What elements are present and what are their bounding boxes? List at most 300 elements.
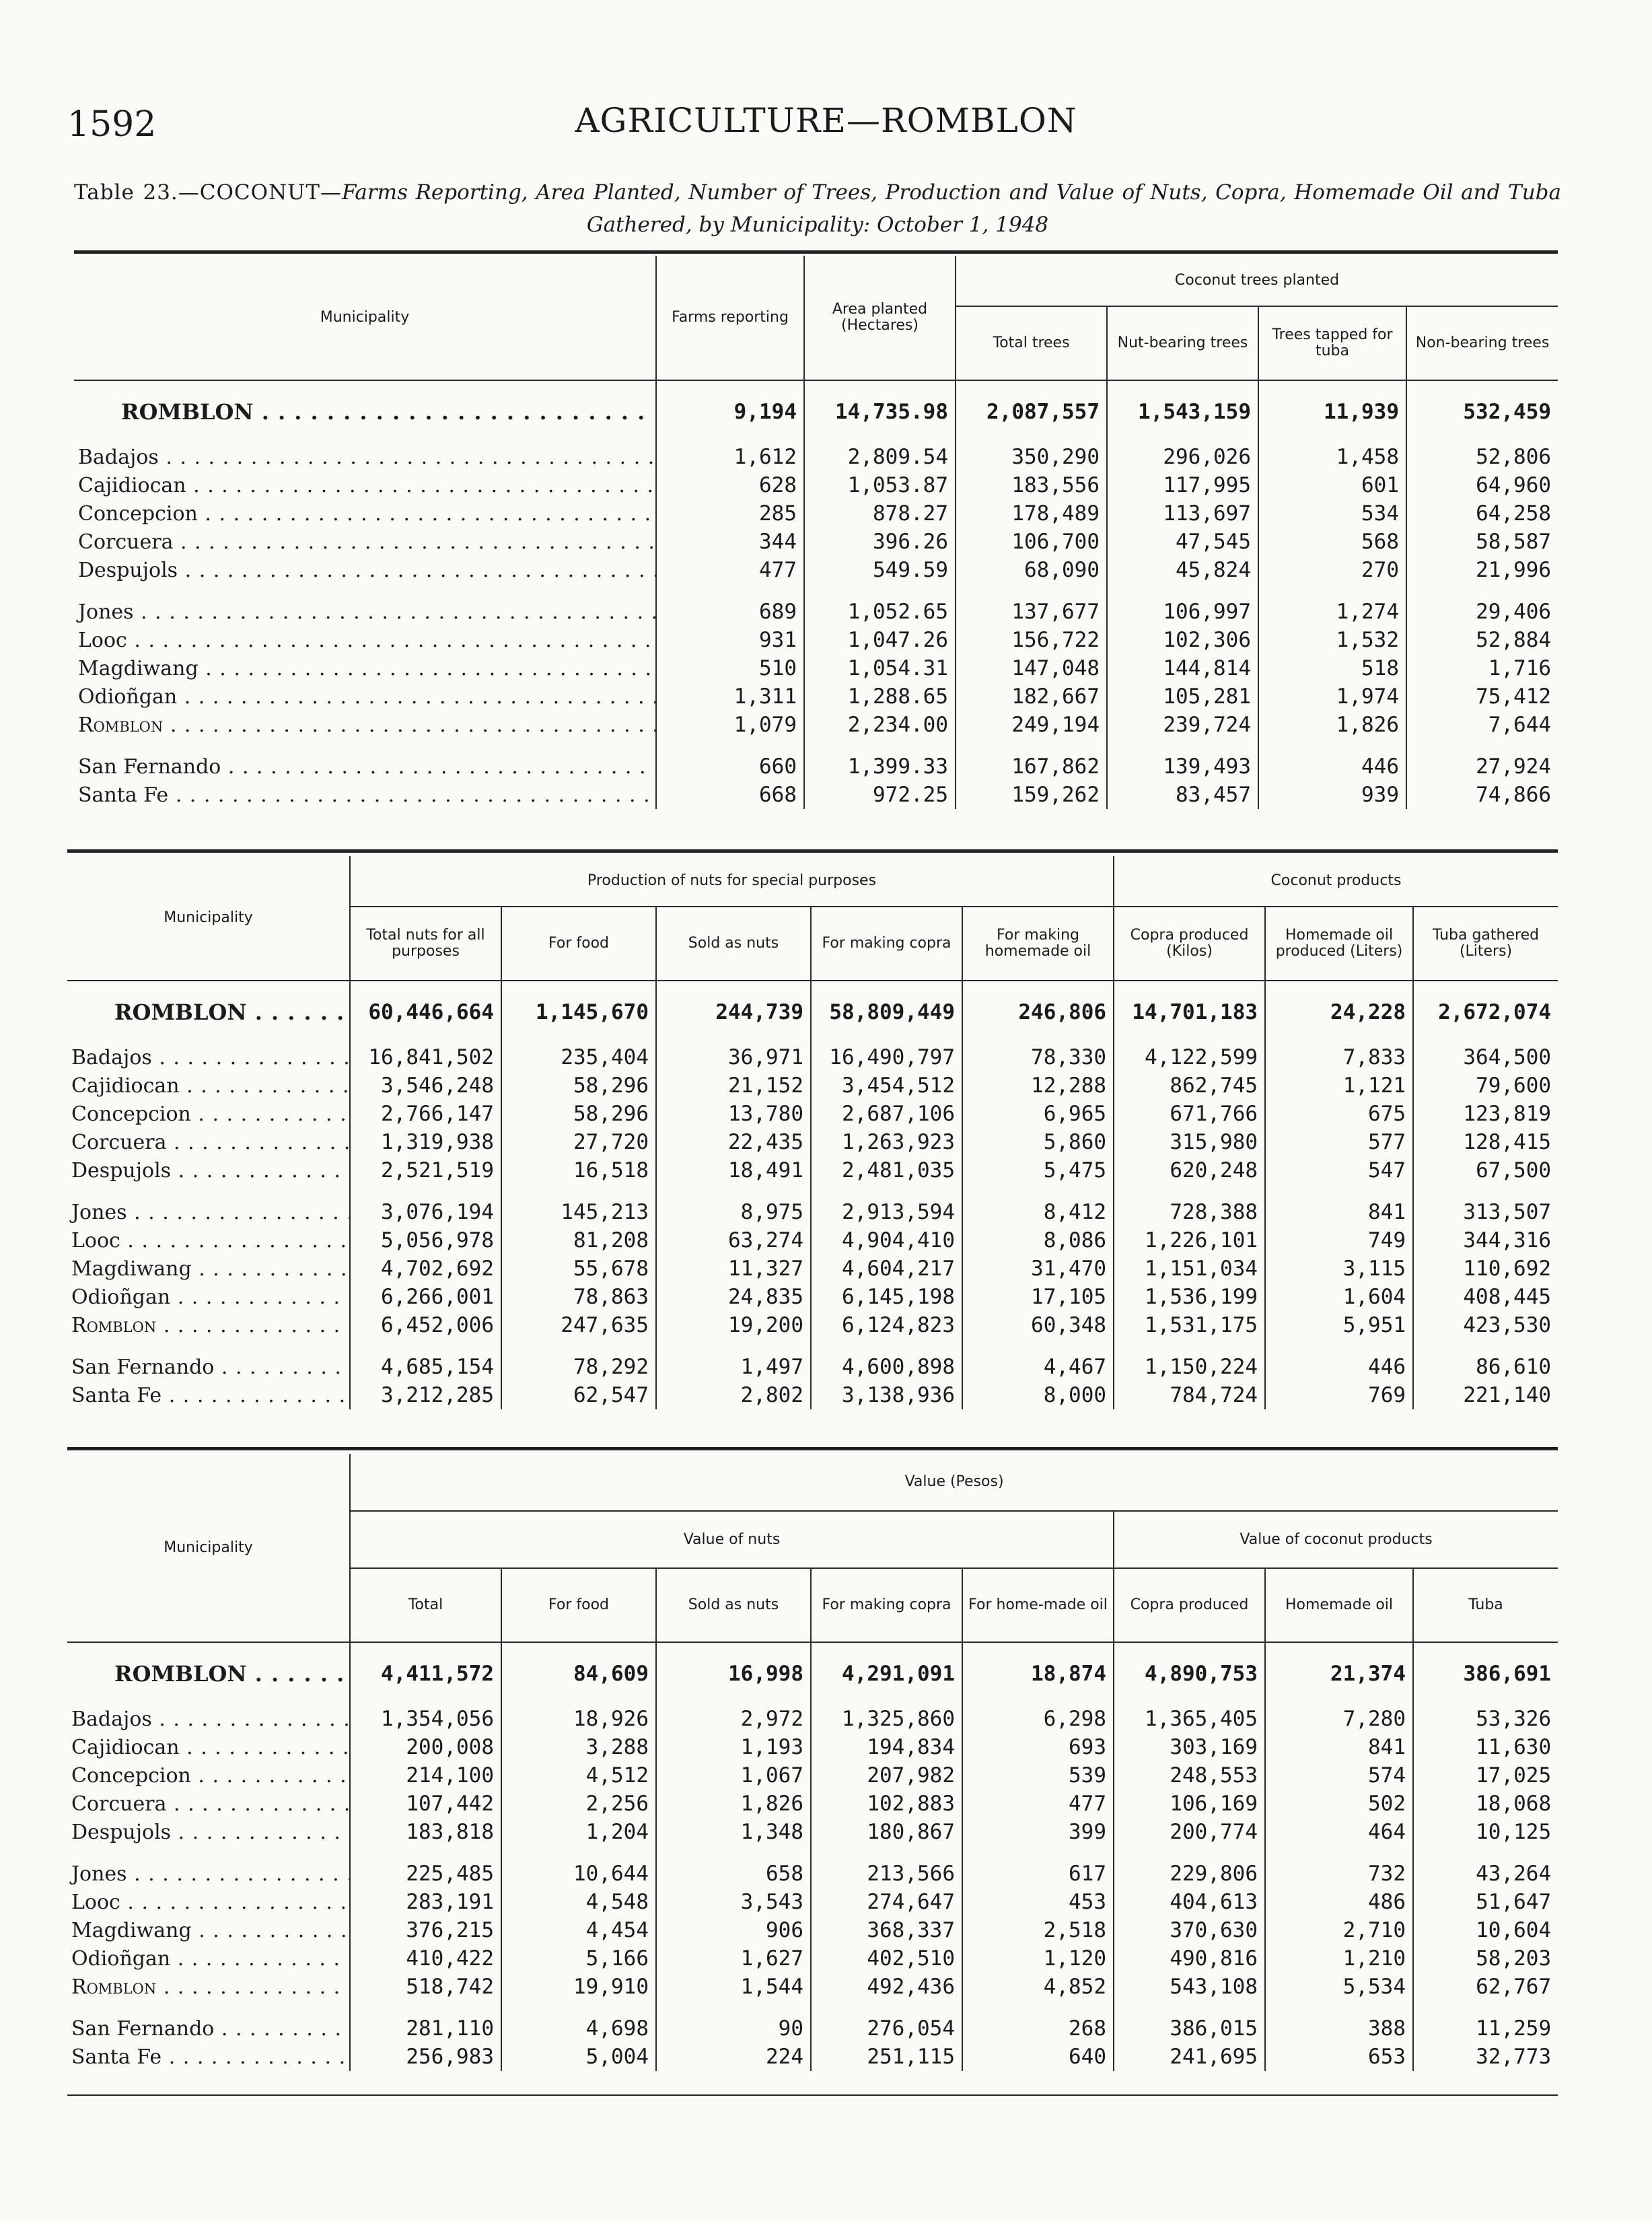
table-cell: 51,647 bbox=[1413, 1888, 1558, 1916]
table-cell: 862,745 bbox=[1114, 1071, 1265, 1100]
table-cell: 620,248 bbox=[1114, 1156, 1265, 1185]
table-cell: 11,259 bbox=[1413, 2014, 1558, 2043]
table-cell: 402,510 bbox=[811, 1944, 962, 1973]
header-municipality: Municipality bbox=[74, 256, 656, 380]
table-cell: 1,627 bbox=[656, 1944, 811, 1973]
table-cell: 78,330 bbox=[962, 1043, 1114, 1071]
table-cell: 9,194 bbox=[656, 380, 804, 443]
table-cell: 7,644 bbox=[1406, 711, 1558, 739]
table-cell: 1,348 bbox=[656, 1818, 811, 1846]
table-cell: 4,454 bbox=[501, 1916, 656, 1944]
header-sold-as-nuts: Sold as nuts bbox=[656, 907, 811, 981]
table-cell: 137,677 bbox=[956, 598, 1107, 626]
table-cell: 577 bbox=[1265, 1128, 1413, 1156]
table-cell: 4,548 bbox=[501, 1888, 656, 1916]
table-cell: 534 bbox=[1258, 499, 1406, 528]
table-cell: 1,288.65 bbox=[804, 682, 956, 711]
total-row bbox=[67, 1642, 1558, 1705]
table-cell: 1,047.26 bbox=[804, 626, 956, 654]
municipality-name: Magdiwang . . . bbox=[67, 1255, 350, 1283]
table-cell: 769 bbox=[1265, 1381, 1413, 1409]
table-cell: 628 bbox=[656, 471, 804, 499]
table-cell: 178,489 bbox=[956, 499, 1107, 528]
table-cell: 675 bbox=[1265, 1100, 1413, 1128]
table-cell: 376,215 bbox=[350, 1916, 501, 1944]
total-row bbox=[74, 380, 1558, 443]
table-cell: 62,547 bbox=[501, 1381, 656, 1409]
table-cell: 1,319,938 bbox=[350, 1128, 501, 1156]
table-row bbox=[67, 1255, 1558, 1283]
table-cell: 2,518 bbox=[962, 1916, 1114, 1944]
municipality-name: Badajos . . . bbox=[67, 1043, 350, 1071]
municipality-name: Badajos . . . bbox=[67, 1705, 350, 1733]
table-row bbox=[67, 1156, 1558, 1185]
table-cell: 105,281 bbox=[1107, 682, 1258, 711]
table-cell: 464 bbox=[1265, 1818, 1413, 1846]
table-cell: 21,374 bbox=[1265, 1642, 1413, 1705]
table-cell: 2,766,147 bbox=[350, 1100, 501, 1128]
table-cell: 931 bbox=[656, 626, 804, 654]
table-cell: 52,884 bbox=[1406, 626, 1558, 654]
table-cell: 878.27 bbox=[804, 499, 956, 528]
table-row bbox=[67, 1944, 1558, 1973]
table-cell: 2,687,106 bbox=[811, 1100, 962, 1128]
table-cell: 159,262 bbox=[956, 781, 1107, 809]
municipality-name: Looc . . . bbox=[67, 1226, 350, 1255]
table-cell: 12,288 bbox=[962, 1071, 1114, 1100]
table-row bbox=[74, 711, 1558, 739]
table-row bbox=[74, 781, 1558, 809]
header-farms-reporting: Farms reporting bbox=[656, 256, 804, 380]
table-production bbox=[67, 856, 1558, 1409]
table-cell: 1,204 bbox=[501, 1818, 656, 1846]
table-cell: 18,068 bbox=[1413, 1790, 1558, 1818]
header-tuba: Tuba gathered (Liters) bbox=[1413, 907, 1558, 981]
table-cell: 2,710 bbox=[1265, 1916, 1413, 1944]
table-row bbox=[67, 1705, 1558, 1733]
caption-lead: Table 23.—COCONUT— bbox=[74, 180, 342, 205]
table-row bbox=[74, 654, 1558, 682]
table-cell: 4,890,753 bbox=[1114, 1642, 1265, 1705]
table-cell: 75,412 bbox=[1406, 682, 1558, 711]
table-cell: 64,258 bbox=[1406, 499, 1558, 528]
table-cell: 2,972 bbox=[656, 1705, 811, 1733]
table-cell: 2,913,594 bbox=[811, 1198, 962, 1226]
table-cell: 11,630 bbox=[1413, 1733, 1558, 1761]
table-cell: 477 bbox=[962, 1790, 1114, 1818]
municipality-name: Cajidiocan . . . bbox=[67, 1733, 350, 1761]
table-cell: 518 bbox=[1258, 654, 1406, 682]
table-cell: 110,692 bbox=[1413, 1255, 1558, 1283]
table-row bbox=[67, 1790, 1558, 1818]
spacer-row bbox=[67, 1339, 1558, 1353]
table-cell: 83,457 bbox=[1107, 781, 1258, 809]
table-cell: 180,867 bbox=[811, 1818, 962, 1846]
table-cell: 74,866 bbox=[1406, 781, 1558, 809]
spacer-row bbox=[67, 1846, 1558, 1860]
table-cell: 19,910 bbox=[501, 1973, 656, 2001]
table-row bbox=[67, 1860, 1558, 1888]
table-cell: 3,115 bbox=[1265, 1255, 1413, 1283]
municipality-name: Corcuera . . . bbox=[67, 1128, 350, 1156]
municipality-name: Odioñgan . . . bbox=[67, 1283, 350, 1311]
table-cell: 399 bbox=[962, 1818, 1114, 1846]
table-cell: 102,306 bbox=[1107, 626, 1258, 654]
table-cell: 2,256 bbox=[501, 1790, 656, 1818]
table-row bbox=[67, 1198, 1558, 1226]
table-cell: 256,983 bbox=[350, 2043, 501, 2071]
table-cell: 303,169 bbox=[1114, 1733, 1265, 1761]
table-cell: 6,266,001 bbox=[350, 1283, 501, 1311]
municipality-name: Corcuera . . . bbox=[74, 528, 656, 556]
table-cell: 4,291,091 bbox=[811, 1642, 962, 1705]
table-cell: 274,647 bbox=[811, 1888, 962, 1916]
table-cell: 1,365,405 bbox=[1114, 1705, 1265, 1733]
table-cell: 58,809,449 bbox=[811, 981, 962, 1043]
table-cell: 17,025 bbox=[1413, 1761, 1558, 1790]
table-cell: 4,122,599 bbox=[1114, 1043, 1265, 1071]
municipality-name: Cajidiocan . . . bbox=[67, 1071, 350, 1100]
table-cell: 423,530 bbox=[1413, 1311, 1558, 1339]
municipality-name: ROMBLON . . . bbox=[74, 380, 656, 443]
table-cell: 6,298 bbox=[962, 1705, 1114, 1733]
table-cell: 1,536,199 bbox=[1114, 1283, 1265, 1311]
table-cell: 270 bbox=[1258, 556, 1406, 584]
table-row bbox=[67, 1733, 1558, 1761]
table-cell: 144,814 bbox=[1107, 654, 1258, 682]
table-cell: 370,630 bbox=[1114, 1916, 1265, 1944]
table-cell: 1,354,056 bbox=[350, 1705, 501, 1733]
municipality-name: Concepcion . . . bbox=[67, 1761, 350, 1790]
table-cell: 1,497 bbox=[656, 1353, 811, 1381]
table-cell: 3,543 bbox=[656, 1888, 811, 1916]
table-cell: 1,263,923 bbox=[811, 1128, 962, 1156]
table-cell: 1,604 bbox=[1265, 1283, 1413, 1311]
table-cell: 8,975 bbox=[656, 1198, 811, 1226]
table-cell: 17,105 bbox=[962, 1283, 1114, 1311]
table-cell: 4,852 bbox=[962, 1973, 1114, 2001]
table-cell: 123,819 bbox=[1413, 1100, 1558, 1128]
table-cell: 14,735.98 bbox=[804, 380, 956, 443]
header-nuts-group: Value of nuts bbox=[350, 1511, 1114, 1568]
table-row bbox=[74, 556, 1558, 584]
table-cell: 939 bbox=[1258, 781, 1406, 809]
table-cell: 1,544 bbox=[656, 1973, 811, 2001]
table-cell: 6,124,823 bbox=[811, 1311, 962, 1339]
municipality-name: Cajidiocan . . . bbox=[74, 471, 656, 499]
table-cell: 1,193 bbox=[656, 1733, 811, 1761]
table-cell: 1,274 bbox=[1258, 598, 1406, 626]
municipality-name: Santa Fe . . . bbox=[74, 781, 656, 809]
table-cell: 396.26 bbox=[804, 528, 956, 556]
table-cell: 225,485 bbox=[350, 1860, 501, 1888]
municipality-name: Jones . . . bbox=[67, 1198, 350, 1226]
table-cell: 106,700 bbox=[956, 528, 1107, 556]
table-cell: 568 bbox=[1258, 528, 1406, 556]
table-cell: 64,960 bbox=[1406, 471, 1558, 499]
table-cell: 1,458 bbox=[1258, 443, 1406, 471]
table-cell: 1,612 bbox=[656, 443, 804, 471]
table-row bbox=[67, 1888, 1558, 1916]
page-title: AGRICULTURE—ROMBLON bbox=[575, 101, 1077, 140]
page-number: 1592 bbox=[67, 104, 157, 145]
table-cell: 235,404 bbox=[501, 1043, 656, 1071]
table-row bbox=[74, 682, 1558, 711]
header-for-copra: For making copra bbox=[811, 1568, 962, 1642]
table-cell: 53,326 bbox=[1413, 1705, 1558, 1733]
header-total-trees: Total trees bbox=[956, 306, 1107, 380]
table-cell: 2,672,074 bbox=[1413, 981, 1558, 1043]
table-cell: 1,311 bbox=[656, 682, 804, 711]
header-oil: Homemade oil produced (Liters) bbox=[1265, 907, 1413, 981]
table-cell: 224 bbox=[656, 2043, 811, 2071]
table-cell: 5,951 bbox=[1265, 1311, 1413, 1339]
table-cell: 446 bbox=[1265, 1353, 1413, 1381]
header-production-group: Production of nuts for special purposes bbox=[350, 856, 1114, 907]
table-cell: 18,926 bbox=[501, 1705, 656, 1733]
table-cell: 249,194 bbox=[956, 711, 1107, 739]
table-row bbox=[67, 1128, 1558, 1156]
table-cell: 841 bbox=[1265, 1733, 1413, 1761]
table-cell: 62,767 bbox=[1413, 1973, 1558, 2001]
table-cell: 139,493 bbox=[1107, 752, 1258, 781]
table-cell: 239,724 bbox=[1107, 711, 1258, 739]
table-cell: 24,835 bbox=[656, 1283, 811, 1311]
table-cell: 1,145,670 bbox=[501, 981, 656, 1043]
table-cell: 732 bbox=[1265, 1860, 1413, 1888]
table-cell: 408,445 bbox=[1413, 1283, 1558, 1311]
table-row bbox=[67, 1071, 1558, 1100]
table-cell: 5,860 bbox=[962, 1128, 1114, 1156]
table-cell: 3,546,248 bbox=[350, 1071, 501, 1100]
municipality-name: Looc . . . bbox=[74, 626, 656, 654]
table-cell: 388 bbox=[1265, 2014, 1413, 2043]
municipality-name: San Fernando . . . bbox=[74, 752, 656, 781]
table-cell: 18,874 bbox=[962, 1642, 1114, 1705]
table-cell: 1,054.31 bbox=[804, 654, 956, 682]
table-cell: 3,138,936 bbox=[811, 1381, 962, 1409]
table-cell: 283,191 bbox=[350, 1888, 501, 1916]
table-cell: 841 bbox=[1265, 1198, 1413, 1226]
municipality-name: Romblon . . . bbox=[74, 711, 656, 739]
table-cell: 29,406 bbox=[1406, 598, 1558, 626]
table-cell: 7,280 bbox=[1265, 1705, 1413, 1733]
table-cell: 574 bbox=[1265, 1761, 1413, 1790]
table-cell: 6,452,006 bbox=[350, 1311, 501, 1339]
table-row bbox=[74, 499, 1558, 528]
table-cell: 1,826 bbox=[1258, 711, 1406, 739]
table-cell: 386,015 bbox=[1114, 2014, 1265, 2043]
table-cell: 653 bbox=[1265, 2043, 1413, 2071]
table-cell: 8,412 bbox=[962, 1198, 1114, 1226]
table-value bbox=[67, 1454, 1558, 2071]
table-cell: 617 bbox=[962, 1860, 1114, 1888]
header-area-planted: Area planted (Hectares) bbox=[804, 256, 956, 380]
table-cell: 693 bbox=[962, 1733, 1114, 1761]
table-cell: 58,296 bbox=[501, 1100, 656, 1128]
table-cell: 5,056,978 bbox=[350, 1226, 501, 1255]
table-cell: 268 bbox=[962, 2014, 1114, 2043]
table-row bbox=[74, 443, 1558, 471]
table-cell: 671,766 bbox=[1114, 1100, 1265, 1128]
table-body bbox=[67, 1642, 1558, 2071]
header-nut-bearing: Nut-bearing trees bbox=[1107, 306, 1258, 380]
table-cell: 784,724 bbox=[1114, 1381, 1265, 1409]
municipality-name: Badajos . . . bbox=[74, 443, 656, 471]
table-cell: 14,701,183 bbox=[1114, 981, 1265, 1043]
table-cell: 2,521,519 bbox=[350, 1156, 501, 1185]
table-cell: 276,054 bbox=[811, 2014, 962, 2043]
table-cell: 60,446,664 bbox=[350, 981, 501, 1043]
table-row bbox=[67, 1226, 1558, 1255]
spacer-row bbox=[67, 1185, 1558, 1198]
table-cell: 972.25 bbox=[804, 781, 956, 809]
municipality-name: Magdiwang . . . bbox=[67, 1916, 350, 1944]
table-cell: 128,415 bbox=[1413, 1128, 1558, 1156]
table-cell: 1,974 bbox=[1258, 682, 1406, 711]
table-cell: 102,883 bbox=[811, 1790, 962, 1818]
table-row bbox=[67, 1381, 1558, 1409]
caption-text: Farms Reporting, Area Planted, Number of Trees, Production and Value of Nuts, Copra, Homemade Oil and Tuba Gathered, by Municipality: October 1, 1948 bbox=[341, 180, 1561, 237]
table-cell: 658 bbox=[656, 1860, 811, 1888]
table-cell: 182,667 bbox=[956, 682, 1107, 711]
table-cell: 5,534 bbox=[1265, 1973, 1413, 2001]
table-farms-trees bbox=[74, 256, 1558, 809]
municipality-name: ROMBLON . . . bbox=[67, 1642, 350, 1705]
table-cell: 31,470 bbox=[962, 1255, 1114, 1283]
table-cell: 539 bbox=[962, 1761, 1114, 1790]
header-for-food: For food bbox=[501, 907, 656, 981]
table-row bbox=[74, 528, 1558, 556]
table-cell: 214,100 bbox=[350, 1761, 501, 1790]
municipality-name: Despujols . . . bbox=[67, 1156, 350, 1185]
municipality-name: Jones . . . bbox=[67, 1860, 350, 1888]
table-cell: 200,774 bbox=[1114, 1818, 1265, 1846]
spacer-row bbox=[74, 739, 1558, 752]
table-cell: 247,635 bbox=[501, 1311, 656, 1339]
table-cell: 532,459 bbox=[1406, 380, 1558, 443]
header-municipality: Municipality bbox=[67, 1454, 350, 1642]
table-caption bbox=[74, 176, 1561, 241]
table-cell: 183,556 bbox=[956, 471, 1107, 499]
table-cell: 4,600,898 bbox=[811, 1353, 962, 1381]
table-cell: 68,090 bbox=[956, 556, 1107, 584]
table-row bbox=[67, 1311, 1558, 1339]
table-cell: 194,834 bbox=[811, 1733, 962, 1761]
table-cell: 3,288 bbox=[501, 1733, 656, 1761]
table-cell: 5,475 bbox=[962, 1156, 1114, 1185]
table-cell: 689 bbox=[656, 598, 804, 626]
table-cell: 2,802 bbox=[656, 1381, 811, 1409]
municipality-name: Magdiwang . . . bbox=[74, 654, 656, 682]
table-cell: 344,316 bbox=[1413, 1226, 1558, 1255]
header-trees-group: Coconut trees planted bbox=[956, 256, 1558, 306]
table-cell: 58,203 bbox=[1413, 1944, 1558, 1973]
table-cell: 315,980 bbox=[1114, 1128, 1265, 1156]
table-cell: 213,566 bbox=[811, 1860, 962, 1888]
table-cell: 117,995 bbox=[1107, 471, 1258, 499]
table-cell: 10,125 bbox=[1413, 1818, 1558, 1846]
table-cell: 5,004 bbox=[501, 2043, 656, 2071]
table-cell: 1,226,101 bbox=[1114, 1226, 1265, 1255]
table-cell: 78,292 bbox=[501, 1353, 656, 1381]
table-cell: 1,531,175 bbox=[1114, 1311, 1265, 1339]
municipality-name: ROMBLON . . . bbox=[67, 981, 350, 1043]
table-cell: 229,806 bbox=[1114, 1860, 1265, 1888]
table-cell: 4,467 bbox=[962, 1353, 1114, 1381]
table-cell: 1,210 bbox=[1265, 1944, 1413, 1973]
municipality-name: Concepcion . . . bbox=[67, 1100, 350, 1128]
municipality-name: Looc . . . bbox=[67, 1888, 350, 1916]
table-cell: 248,553 bbox=[1114, 1761, 1265, 1790]
table-row bbox=[74, 598, 1558, 626]
table-cell: 1,053.87 bbox=[804, 471, 956, 499]
table-cell: 63,274 bbox=[656, 1226, 811, 1255]
table-cell: 3,212,285 bbox=[350, 1381, 501, 1409]
table-row bbox=[67, 1043, 1558, 1071]
table-cell: 344 bbox=[656, 528, 804, 556]
table-cell: 27,720 bbox=[501, 1128, 656, 1156]
table-cell: 1,121 bbox=[1265, 1071, 1413, 1100]
table-cell: 3,454,512 bbox=[811, 1071, 962, 1100]
table-cell: 2,234.00 bbox=[804, 711, 956, 739]
table-cell: 1,325,860 bbox=[811, 1705, 962, 1733]
table-cell: 1,532 bbox=[1258, 626, 1406, 654]
table-cell: 4,685,154 bbox=[350, 1353, 501, 1381]
table-row bbox=[74, 626, 1558, 654]
table-cell: 251,115 bbox=[811, 2043, 962, 2071]
table-cell: 81,208 bbox=[501, 1226, 656, 1255]
table-cell: 145,213 bbox=[501, 1198, 656, 1226]
table-cell: 52,806 bbox=[1406, 443, 1558, 471]
municipality-name: Corcuera . . . bbox=[67, 1790, 350, 1818]
municipality-name: Concepcion . . . bbox=[74, 499, 656, 528]
table-cell: 510 bbox=[656, 654, 804, 682]
table-cell: 67,500 bbox=[1413, 1156, 1558, 1185]
table-cell: 281,110 bbox=[350, 2014, 501, 2043]
table-cell: 8,000 bbox=[962, 1381, 1114, 1409]
table-cell: 4,411,572 bbox=[350, 1642, 501, 1705]
municipality-name: San Fernando . . . bbox=[67, 2014, 350, 2043]
table-cell: 79,600 bbox=[1413, 1071, 1558, 1100]
table-cell: 477 bbox=[656, 556, 804, 584]
table-cell: 549.59 bbox=[804, 556, 956, 584]
table-cell: 16,518 bbox=[501, 1156, 656, 1185]
table-row bbox=[67, 2043, 1558, 2071]
table-cell: 10,644 bbox=[501, 1860, 656, 1888]
table-cell: 18,491 bbox=[656, 1156, 811, 1185]
header-tuba: Tuba bbox=[1413, 1568, 1558, 1642]
municipality-name: Despujols . . . bbox=[67, 1818, 350, 1846]
table-cell: 1,543,159 bbox=[1107, 380, 1258, 443]
table-cell: 90 bbox=[656, 2014, 811, 2043]
table-cell: 1,067 bbox=[656, 1761, 811, 1790]
header-value-group: Value (Pesos) bbox=[350, 1454, 1558, 1511]
table-cell: 43,264 bbox=[1413, 1860, 1558, 1888]
table-cell: 246,806 bbox=[962, 981, 1114, 1043]
header-non-bearing: Non-bearing trees bbox=[1406, 306, 1558, 380]
table-cell: 364,500 bbox=[1413, 1043, 1558, 1071]
table-cell: 906 bbox=[656, 1916, 811, 1944]
table-cell: 11,327 bbox=[656, 1255, 811, 1283]
table-cell: 21,152 bbox=[656, 1071, 811, 1100]
table-row bbox=[67, 1353, 1558, 1381]
header-oil: Homemade oil bbox=[1265, 1568, 1413, 1642]
header-municipality: Municipality bbox=[67, 856, 350, 981]
table-cell: 486 bbox=[1265, 1888, 1413, 1916]
table-cell: 167,862 bbox=[956, 752, 1107, 781]
table-cell: 2,087,557 bbox=[956, 380, 1107, 443]
